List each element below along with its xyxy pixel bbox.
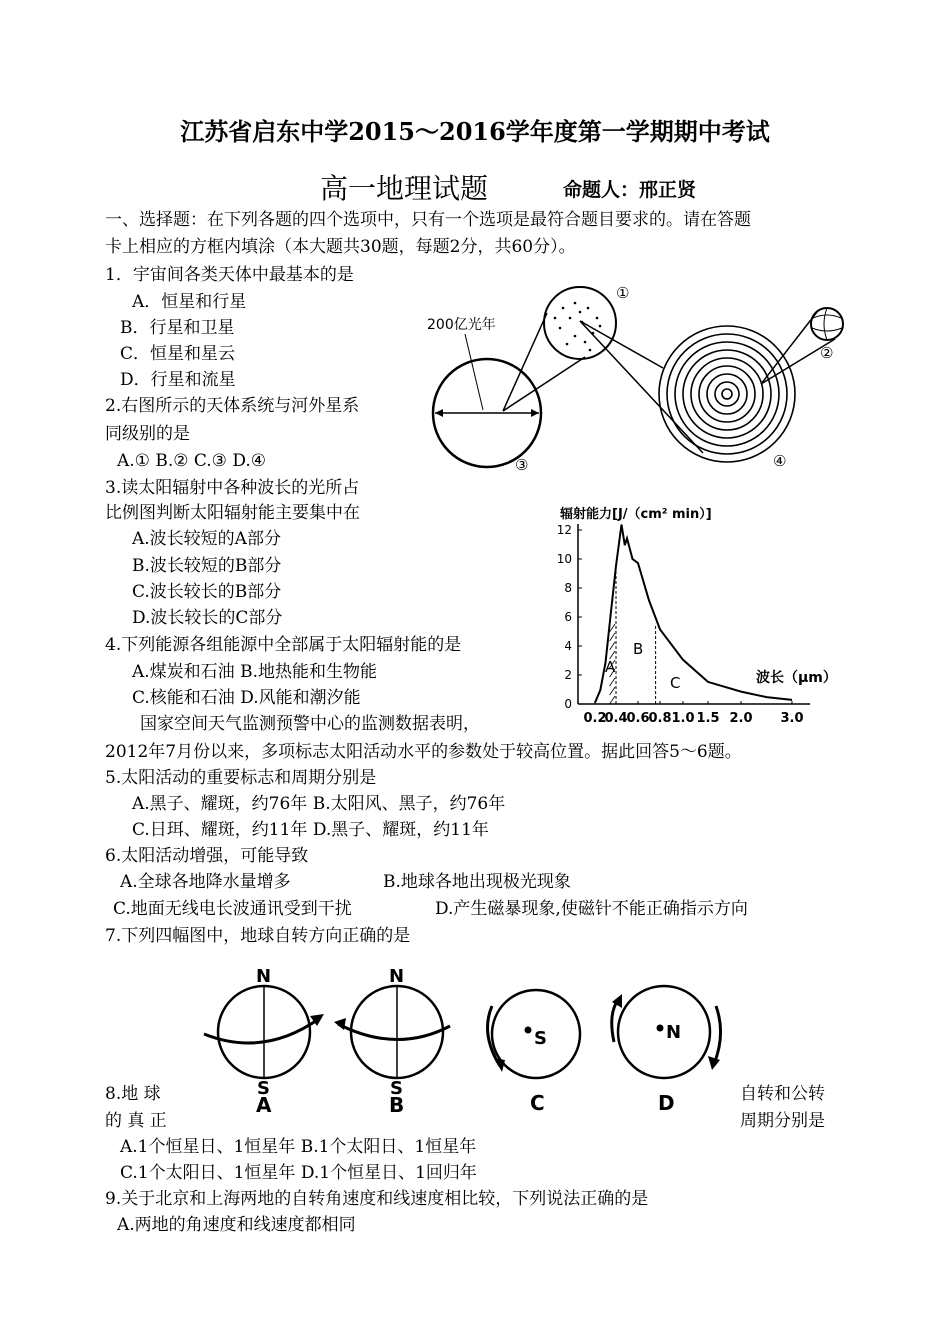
- x-axis-title: 波长（μm）: [756, 670, 837, 686]
- q8-stem-part1: 8.地 球: [105, 1084, 161, 1104]
- celestial-system-figure: [425, 278, 855, 476]
- y-tick-label: 0: [564, 697, 572, 711]
- x-tick-label: 1.5: [696, 711, 720, 726]
- y-tick-label: 10: [556, 552, 572, 566]
- q8-options-cd: C.1个太阳日、1恒星年 D.1个恒星日、1回归年: [120, 1163, 477, 1183]
- q3-option-a: A.波长较短的A部分: [132, 529, 281, 549]
- q4-options-cd: C.核能和石油 D.风能和潮汐能: [132, 688, 361, 708]
- distance-label: 200亿光年: [427, 317, 496, 333]
- y-axis-title: 辐射能力[J/（cm² min）]: [560, 507, 712, 522]
- marker-2: ②: [820, 344, 834, 362]
- label-a-s: S: [257, 1078, 270, 1099]
- rotation-direction-figure: [200, 962, 730, 1122]
- q6-stem: 6.太阳活动增强，可能导致: [105, 846, 309, 866]
- region-label-c: C: [670, 674, 681, 692]
- x-tick-label: 0.4: [604, 711, 628, 726]
- q3-option-b: B.波长较短的B部分: [132, 556, 282, 576]
- label-a: A: [256, 1093, 272, 1117]
- hatch-line: [610, 642, 615, 650]
- q2-options: A.① B.② C.③ D.④: [117, 451, 266, 471]
- label-d: D: [658, 1091, 675, 1115]
- exam-title: 江苏省启东中学2015～2016学年度第一学期期中考试: [180, 117, 770, 146]
- q5-options-cd: C.日珥、耀斑，约11年 D.黑子、耀斑，约11年: [132, 820, 489, 840]
- hatch-line: [610, 696, 615, 704]
- label-b-s: S: [390, 1078, 403, 1099]
- x-tick-label: 3.0: [780, 711, 804, 726]
- region-label-b: B: [633, 640, 644, 658]
- y-tick-label: 2: [564, 668, 572, 682]
- q8-options-ab: A.1个恒星日、1恒星年 B.1个太阳日、1恒星年: [120, 1137, 477, 1157]
- q9-option-a: A.两地的角速度和线速度都相同: [117, 1215, 356, 1235]
- diagram-d: [612, 986, 721, 1115]
- q3-stem-line2: 比例图判断太阳辐射能主要集中在: [105, 503, 360, 523]
- q1-option-c: C．恒星和星云: [120, 344, 236, 364]
- label-b: B: [389, 1093, 405, 1117]
- q3-stem-line1: 3.读太阳辐射中各种波长的光所占: [105, 478, 360, 498]
- solar-system-rings: [659, 326, 795, 462]
- passage-line2: 2012年7月份以来，多项标志太阳活动水平的参数处于较高位置。据此回答5～6题。: [105, 742, 742, 762]
- q6-option-a: A.全球各地降水量增多: [120, 872, 291, 892]
- label-d-n: N: [666, 1022, 682, 1043]
- q5-stem: 5.太阳活动的重要标志和周期分别是: [105, 768, 377, 788]
- q2-stem-line1: 2.右图所示的天体系统与河外星系: [105, 396, 360, 416]
- y-tick-label: 6: [564, 610, 572, 624]
- y-tick-label: 8: [564, 581, 572, 595]
- x-tick-label: 1.0: [671, 711, 695, 726]
- q6-option-b: B.地球各地出现极光现象: [383, 872, 571, 892]
- q7-stem: 7.下列四幅图中，地球自转方向正确的是: [105, 926, 411, 946]
- y-tick-label: 4: [564, 639, 572, 653]
- q5-options-ab: A.黑子、耀斑，约76年 B.太阳风、黑子，约76年: [132, 794, 506, 814]
- q3-option-c: C.波长较长的B部分: [132, 582, 282, 602]
- x-tick-label: 0.8: [648, 711, 672, 726]
- marker-3: ③: [515, 456, 529, 474]
- q2-stem-line2: 同级别的是: [105, 424, 190, 444]
- q1-option-a: A．恒星和行星: [132, 292, 247, 312]
- q8-stem-part3: 自转和公转: [740, 1084, 825, 1104]
- passage-line1: 国家空间天气监测预警中心的监测数据表明，: [140, 714, 480, 734]
- diagram-a: [204, 966, 324, 1117]
- paper-subtitle: 高一地理试题: [320, 172, 489, 205]
- label-a-n: N: [256, 966, 272, 987]
- diagram-b: [334, 966, 450, 1117]
- marker-4: ④: [773, 452, 787, 470]
- q1-stem: 1．宇宙间各类天体中最基本的是: [105, 265, 354, 285]
- hatch-line: [610, 633, 615, 641]
- q8-stem-part2: 的 真 正: [105, 1111, 167, 1131]
- q6-option-d: D.产生磁暴现象,使磁针不能正确指示方向: [435, 899, 748, 919]
- solar-radiation-chart: [548, 502, 837, 732]
- q1-option-b: B．行星和卫星: [120, 318, 235, 338]
- x-tick-label: 0.2: [583, 711, 607, 726]
- x-tick-label: 0.6: [626, 711, 650, 726]
- section-instruction-line2: 卡上相应的方框内填涂（本大题共30题，每题2分，共60分）。: [105, 237, 576, 257]
- q1-option-d: D．行星和流星: [120, 370, 236, 390]
- q9-stem: 9.关于北京和上海两地的自转角速度和线速度相比较，下列说法正确的是: [105, 1189, 649, 1209]
- q8-stem-part4: 周期分别是: [740, 1111, 825, 1131]
- q4-options-ab: A.煤炭和石油 B.地热能和生物能: [132, 662, 377, 682]
- author-line: 命题人：邢正贤: [563, 179, 697, 201]
- hatch-line: [610, 687, 615, 695]
- y-tick-label: 12: [556, 523, 572, 537]
- label-c-s: S: [534, 1028, 547, 1049]
- q3-option-d: D.波长较长的C部分: [132, 608, 283, 628]
- q6-option-c: C.地面无线电长波通讯受到干扰: [113, 899, 352, 919]
- section-instruction-line1: 一、选择题：在下列各题的四个选项中，只有一个选项是最符合题目要求的。请在答题: [105, 210, 751, 230]
- q4-stem: 4.下列能源各组能源中全部属于太阳辐射能的是: [105, 635, 462, 655]
- hatch-line: [610, 678, 615, 686]
- marker-1: ①: [616, 284, 630, 302]
- diagram-c: [488, 990, 581, 1115]
- label-b-n: N: [389, 966, 405, 987]
- x-tick-label: 2.0: [729, 711, 753, 726]
- region-label-a: A: [605, 658, 616, 676]
- label-c: C: [530, 1091, 545, 1115]
